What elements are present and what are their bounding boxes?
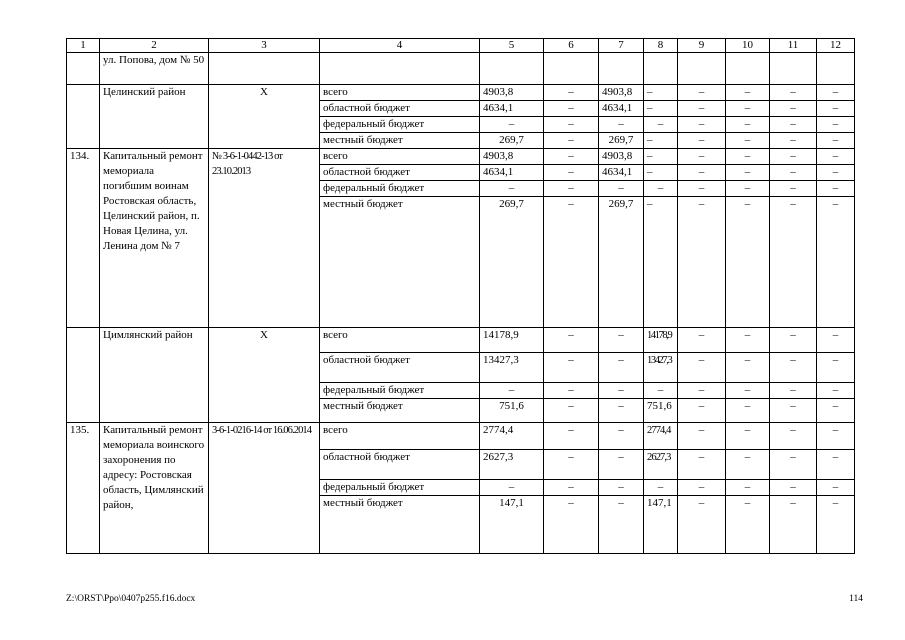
budget-source: местный бюджет — [320, 399, 480, 423]
value-cell: – — [726, 353, 770, 383]
value-cell: – — [817, 165, 855, 181]
value-cell: – — [770, 101, 817, 117]
budget-source: областной бюджет — [320, 353, 480, 383]
object-name: ул. Попова, дом № 50 — [100, 53, 209, 85]
value-cell: – — [817, 423, 855, 450]
value-cell: – — [817, 149, 855, 165]
value-cell: – — [726, 197, 770, 328]
document-number: № 3-6-1-0442-13 от 23.10.2013 — [209, 149, 320, 328]
value-cell: – — [726, 383, 770, 399]
header-cell: 10 — [726, 39, 770, 53]
value-cell: – — [770, 328, 817, 353]
budget-source: местный бюджет — [320, 133, 480, 149]
total-value: – — [480, 181, 544, 197]
total-value: 269,7 — [480, 197, 544, 328]
value-cell: – — [544, 85, 599, 101]
value-cell: – — [770, 181, 817, 197]
value-cell: – — [726, 117, 770, 133]
value-cell: – — [544, 117, 599, 133]
value-cell: – — [770, 353, 817, 383]
value-cell: – — [678, 149, 726, 165]
value-cell: – — [544, 450, 599, 480]
value-cell: – — [770, 450, 817, 480]
value-cell: – — [678, 181, 726, 197]
value-cell: – — [644, 117, 678, 133]
value-cell: – — [544, 133, 599, 149]
budget-source: федеральный бюджет — [320, 117, 480, 133]
value-cell: – — [770, 165, 817, 181]
value-cell: 147,1 — [644, 496, 678, 554]
value-cell: – — [644, 133, 678, 149]
value-cell: – — [770, 197, 817, 328]
value-cell: – — [599, 496, 644, 554]
value-cell: – — [599, 383, 644, 399]
value-cell: – — [817, 133, 855, 149]
value-cell: 4903,8 — [599, 149, 644, 165]
value-cell: – — [770, 480, 817, 496]
total-value: 4903,8 — [480, 149, 544, 165]
value-cell: – — [544, 328, 599, 353]
budget-source: областной бюджет — [320, 450, 480, 480]
value-cell: – — [599, 117, 644, 133]
value-cell: – — [817, 328, 855, 353]
header-cell: 5 — [480, 39, 544, 53]
total-value: 2774,4 — [480, 423, 544, 450]
value-cell: – — [770, 399, 817, 423]
value-cell: – — [770, 423, 817, 450]
value-cell: – — [544, 197, 599, 328]
value-cell: – — [678, 450, 726, 480]
budget-source: федеральный бюджет — [320, 383, 480, 399]
value-cell: – — [644, 165, 678, 181]
value-cell: – — [599, 450, 644, 480]
budget-source: всего — [320, 85, 480, 101]
value-cell: 751,6 — [644, 399, 678, 423]
budget-source: федеральный бюджет — [320, 181, 480, 197]
header-cell: 8 — [644, 39, 678, 53]
value-cell: – — [817, 399, 855, 423]
value-cell: – — [726, 165, 770, 181]
district-name: Цимлянский район — [100, 328, 209, 423]
value-cell: – — [544, 399, 599, 423]
total-value: 13427,3 — [480, 353, 544, 383]
value-cell: – — [726, 328, 770, 353]
table-row — [67, 85, 855, 101]
value-cell: – — [544, 165, 599, 181]
value-cell: – — [678, 328, 726, 353]
total-value: 751,6 — [480, 399, 544, 423]
value-cell: – — [544, 181, 599, 197]
value-cell: – — [770, 85, 817, 101]
value-cell: – — [726, 85, 770, 101]
table-row — [67, 328, 855, 353]
value-cell: – — [770, 383, 817, 399]
value-cell: – — [678, 496, 726, 554]
value-cell: – — [599, 423, 644, 450]
value-cell: – — [644, 101, 678, 117]
total-value: – — [480, 117, 544, 133]
total-value: 2627,3 — [480, 450, 544, 480]
value-cell: 2774,4 — [644, 423, 678, 450]
value-cell: – — [678, 423, 726, 450]
row-number: 135. — [67, 423, 100, 554]
value-cell: – — [544, 149, 599, 165]
table-row — [67, 53, 855, 85]
value-cell: – — [644, 480, 678, 496]
budget-source: областной бюджет — [320, 165, 480, 181]
value-cell: – — [817, 450, 855, 480]
value-cell: – — [726, 423, 770, 450]
value-cell: – — [678, 383, 726, 399]
value-cell: – — [817, 496, 855, 554]
header-cell: 3 — [209, 39, 320, 53]
value-cell: – — [678, 117, 726, 133]
value-cell: – — [817, 480, 855, 496]
value-cell: – — [817, 101, 855, 117]
total-value: 4903,8 — [480, 85, 544, 101]
value-cell: – — [678, 399, 726, 423]
budget-source: всего — [320, 149, 480, 165]
value-cell: – — [644, 197, 678, 328]
value-cell: 4634,1 — [599, 101, 644, 117]
value-cell: – — [644, 181, 678, 197]
row-number: 134. — [67, 149, 100, 328]
value-cell: – — [726, 101, 770, 117]
value-cell: – — [599, 181, 644, 197]
value-cell: – — [726, 133, 770, 149]
table-row — [67, 423, 855, 450]
value-cell: – — [770, 133, 817, 149]
header-cell: 7 — [599, 39, 644, 53]
budget-source: местный бюджет — [320, 197, 480, 328]
value-cell: – — [544, 101, 599, 117]
value-cell: 14178,9 — [644, 328, 678, 353]
value-cell: 13427,3 — [644, 353, 678, 383]
value-cell: – — [544, 423, 599, 450]
district-name: Целинский район — [100, 85, 209, 149]
value-cell: – — [817, 383, 855, 399]
value-cell: – — [644, 149, 678, 165]
total-value: – — [480, 480, 544, 496]
value-cell: – — [678, 133, 726, 149]
value-cell: – — [678, 165, 726, 181]
total-value: 147,1 — [480, 496, 544, 554]
budget-source: всего — [320, 328, 480, 353]
header-cell: 6 — [544, 39, 599, 53]
value-cell: – — [817, 197, 855, 328]
document-number: Х — [209, 85, 320, 149]
value-cell: – — [678, 480, 726, 496]
value-cell: – — [599, 480, 644, 496]
value-cell: – — [644, 383, 678, 399]
header-cell: 12 — [817, 39, 855, 53]
value-cell: – — [726, 450, 770, 480]
header-cell: 1 — [67, 39, 100, 53]
value-cell: – — [770, 117, 817, 133]
value-cell: – — [726, 496, 770, 554]
value-cell: – — [726, 149, 770, 165]
total-value: 14178,9 — [480, 328, 544, 353]
total-value: – — [480, 383, 544, 399]
value-cell: – — [544, 383, 599, 399]
budget-source: всего — [320, 423, 480, 450]
value-cell: – — [544, 353, 599, 383]
value-cell: – — [644, 85, 678, 101]
value-cell: 2627,3 — [644, 450, 678, 480]
document-number: Х — [209, 328, 320, 423]
object-name: Капитальный ремонт мемориала воинского захоронения по адресу: Ростовская область, Цимлянский район, — [100, 423, 209, 554]
budget-source: областной бюджет — [320, 101, 480, 117]
header-cell: 4 — [320, 39, 480, 53]
value-cell: – — [817, 353, 855, 383]
value-cell: 269,7 — [599, 197, 644, 328]
table-row — [67, 149, 855, 165]
header-cell: 11 — [770, 39, 817, 53]
value-cell: – — [599, 328, 644, 353]
value-cell: – — [678, 353, 726, 383]
value-cell: – — [817, 181, 855, 197]
budget-source: местный бюджет — [320, 496, 480, 554]
value-cell: – — [678, 101, 726, 117]
object-name: Капитальный ремонт мемориала погибшим воинам Ростовская область, Целинский район, п. Новая Целина, ул. Ленина дом № 7 — [100, 149, 209, 328]
value-cell: 4903,8 — [599, 85, 644, 101]
total-value: 4634,1 — [480, 101, 544, 117]
value-cell: – — [599, 399, 644, 423]
value-cell: 4634,1 — [599, 165, 644, 181]
budget-source: федеральный бюджет — [320, 480, 480, 496]
value-cell: 269,7 — [599, 133, 644, 149]
value-cell: – — [817, 117, 855, 133]
value-cell: – — [544, 496, 599, 554]
value-cell: – — [726, 181, 770, 197]
footer-file-path: Z:\ORST\Ppo\0407p255.f16.docx — [66, 594, 196, 604]
value-cell: – — [599, 353, 644, 383]
value-cell: – — [770, 149, 817, 165]
header-row — [67, 39, 855, 53]
footer-page-number: 114 — [849, 594, 863, 604]
document-number: 3-6-1-0216-14 от 16.06.2014 — [209, 423, 320, 554]
value-cell: – — [817, 85, 855, 101]
budget-table — [66, 38, 855, 554]
total-value: 269,7 — [480, 133, 544, 149]
value-cell: – — [678, 85, 726, 101]
value-cell: – — [544, 480, 599, 496]
value-cell: – — [770, 496, 817, 554]
value-cell: – — [726, 480, 770, 496]
value-cell: – — [678, 197, 726, 328]
value-cell: – — [726, 399, 770, 423]
header-cell: 9 — [678, 39, 726, 53]
total-value: 4634,1 — [480, 165, 544, 181]
header-cell: 2 — [100, 39, 209, 53]
